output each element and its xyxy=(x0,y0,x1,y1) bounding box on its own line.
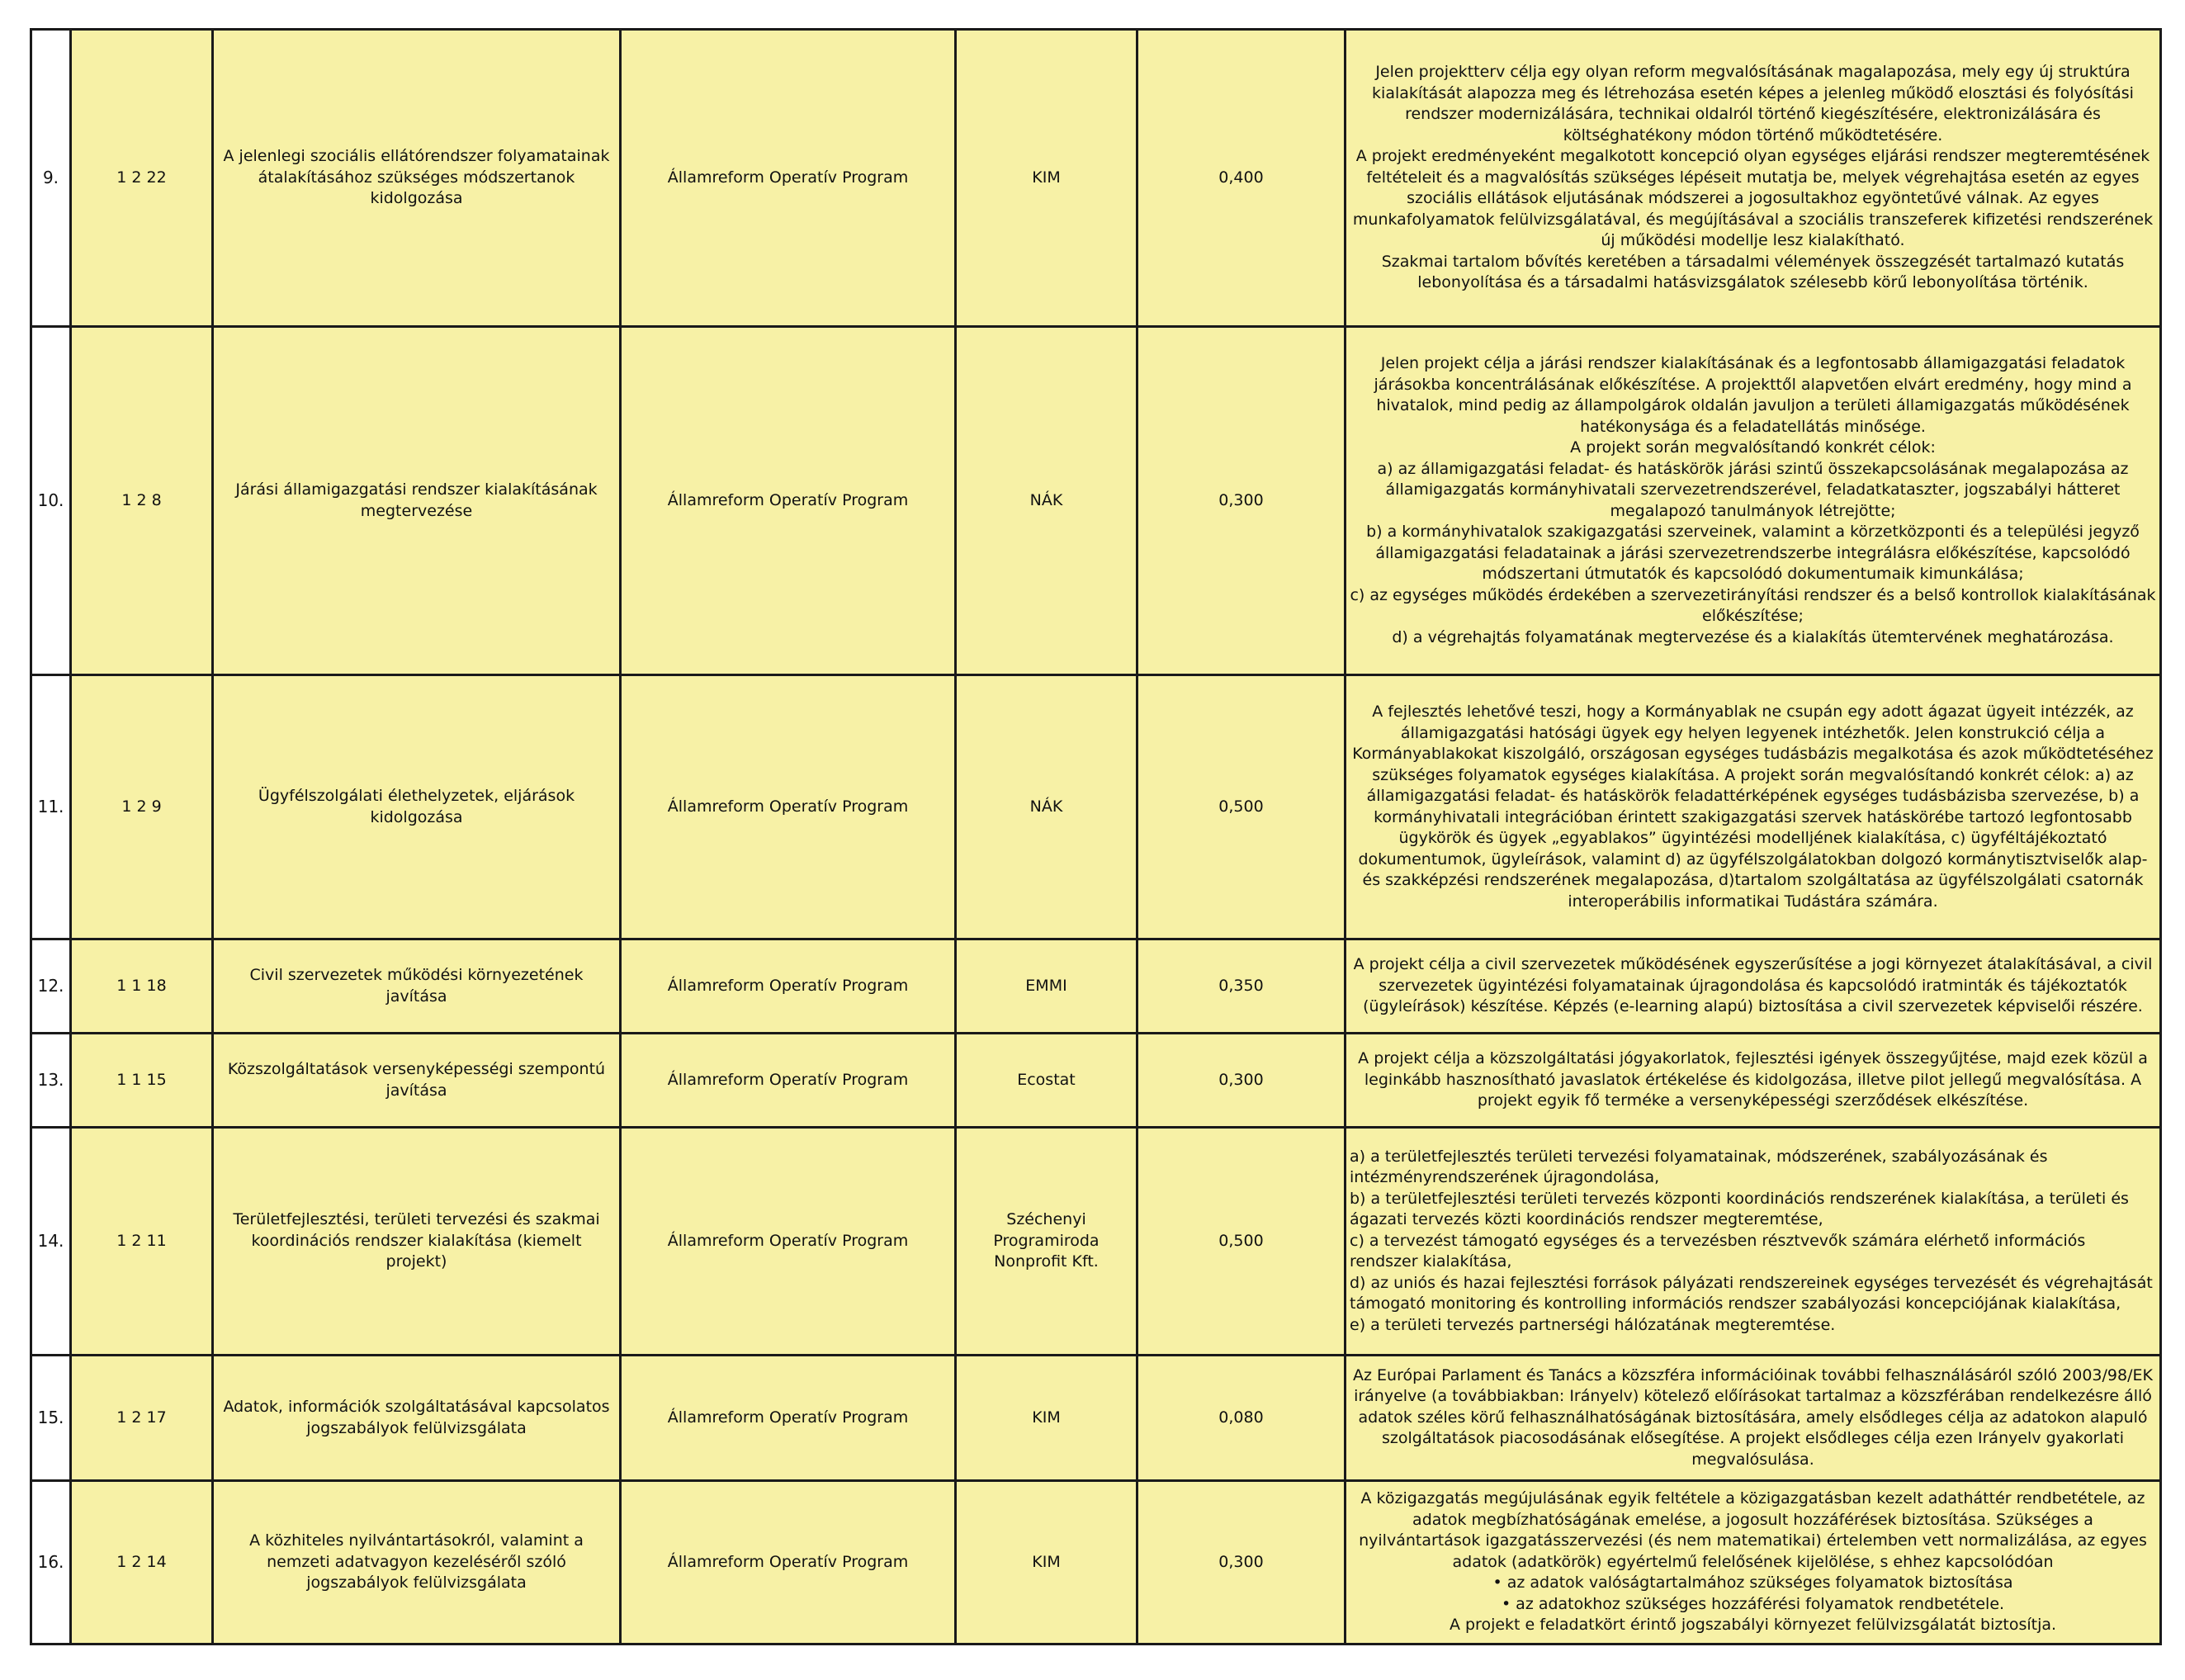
amount: 0,300 xyxy=(1137,327,1346,675)
table-row xyxy=(31,1481,2161,1645)
table-row xyxy=(31,675,2161,939)
project-description: Jelen projektterv célja egy olyan reform megvalósításának magalapozása, mely egy új struktúra kialakítását alapozza meg és létrehozása esetén képes a jelenleg működő elosztási és folyósítási rendszer modernizálására, technikai oldalról történő kiegészítésére, elektronizálására és költséghatékony módon történő működtetésére. A projekt eredményeként megalkotott koncepció olyan egységes eljárási rendszer megteremtésének feltételeit és a magvalósítás szükséges lépéseit mutatja be, melyek végrehajtása esetén az egyes szociális ellátások eljutásának módszerei a jogosultakhoz egyöntetűvé válnak. Az egyes munkafolyamatok felülvizsgálatával, és megújításával a szociális transzeferek kifizetési rendszerének új működési modellje lesz kialakítható. Szakmai tartalom bővítés keretében a társadalmi vélemények összegzését tartalmazó kutatás lebonyolítása és a társadalmi hatásvizsgálatok szélesebb körű lebonyolítása történik. xyxy=(1346,30,2161,327)
table-row xyxy=(31,939,2161,1034)
row-number: 11. xyxy=(31,675,71,939)
responsible-org: NÁK xyxy=(956,327,1137,675)
project-description: A projekt célja a civil szervezetek működésének egyszerűsítése a jogi környezet átalakításával, a civil szervezetek ügyintézési folyamatainak újragondolása és kapcsolódó iratminták és tájékoztatók (ügyleírások) készítése. Képzés (e-learning alapú) biztosítása a civil szervezetek képviselői részére. xyxy=(1346,939,2161,1034)
program-name: Államreform Operatív Program xyxy=(621,675,956,939)
row-number: 9. xyxy=(31,30,71,327)
row-number: 15. xyxy=(31,1356,71,1481)
projects-table xyxy=(30,28,2162,1645)
table-row xyxy=(31,30,2161,327)
project-code: 1 1 15 xyxy=(71,1034,213,1128)
project-code: 1 2 14 xyxy=(71,1481,213,1645)
project-description: a) a területfejlesztés területi tervezési folyamatainak, módszerének, szabályozásának és intézményrendszerének újragondolása, b) a területfejlesztési területi tervezés központi koordinációs rendszerének kialakítása, a területi és ágazati tervezés közti koordinációs rendszer megteremtése, c) a tervezést támogató egységes és a tervezésben résztvevők számára elérhető információs rendszer kialakítása, d) az uniós és hazai fejlesztési források pályázati rendszereinek egységes tervezését és végrehajtását támogató monitoring és kontrolling információs rendszer szabályozási koncepciójának kialakítása, e) a területi tervezés partnerségi hálózatának megteremtése. xyxy=(1346,1128,2161,1356)
row-number: 10. xyxy=(31,327,71,675)
project-code: 1 2 8 xyxy=(71,327,213,675)
responsible-org: KIM xyxy=(956,1481,1137,1645)
amount: 0,080 xyxy=(1137,1356,1346,1481)
program-name: Államreform Operatív Program xyxy=(621,1034,956,1128)
amount: 0,350 xyxy=(1137,939,1346,1034)
project-code: 1 2 22 xyxy=(71,30,213,327)
amount: 0,400 xyxy=(1137,30,1346,327)
project-description: Az Európai Parlament és Tanács a közszféra információinak további felhasználásáról szóló 2003/98/EK irányelve (a továbbiakban: Irányelv) kötelező előírásokat tartalmaz a közszférában rendelkezésre álló adatok széles körű felhasználhatóságának biztosítására, amely elsődleges célja az adatokon alapuló szolgáltatások piacosodásának elősegítése. A projekt elsődleges célja ezen Irányelv gyakorlati megvalósulása. xyxy=(1346,1356,2161,1481)
responsible-org: KIM xyxy=(956,30,1137,327)
row-number: 14. xyxy=(31,1128,71,1356)
program-name: Államreform Operatív Program xyxy=(621,1128,956,1356)
responsible-org: KIM xyxy=(956,1356,1137,1481)
amount: 0,500 xyxy=(1137,675,1346,939)
project-code: 1 2 17 xyxy=(71,1356,213,1481)
amount: 0,300 xyxy=(1137,1034,1346,1128)
program-name: Államreform Operatív Program xyxy=(621,939,956,1034)
project-title: Járási államigazgatási rendszer kialakításának megtervezése xyxy=(213,327,621,675)
project-description: A fejlesztés lehetővé teszi, hogy a Kormányablak ne csupán egy adott ágazat ügyeit intézzék, az államigazgatási hatósági ügyek egy helyen legyenek intézhetők. Jelen konstrukció célja a Kormányablakokat kiszolgáló, országosan egységes tudásbázis megalkotása és azok működtetéséhez szükséges folyamatok egységes kialakítása. A projekt során megvalósítandó konkrét célok: a) az államigazgatási feladat- és hatáskörök feladattérképének egységes tudásbázisba szervezése, b) a kormányhivatali integrációban érintett szakigazgatási szervek hatáskörébe tartozó legfontosabb ügykörök és ügyek „egyablakos” ügyintézési modelljének kialakítása, c) ügyféltájékoztató dokumentumok, ügyleírások, valamint d) az ügyfélszolgálatokban dolgozó kormánytisztviselők alap- és szakképzési rendszerének megalapozása, d)tartalom szolgáltatása az ügyfélszolgálati csatornák interoperábilis informatikai Tudástára számára. xyxy=(1346,675,2161,939)
project-code: 1 1 18 xyxy=(71,939,213,1034)
table-row xyxy=(31,1034,2161,1128)
program-name: Államreform Operatív Program xyxy=(621,1356,956,1481)
table-row xyxy=(31,327,2161,675)
responsible-org: EMMI xyxy=(956,939,1137,1034)
responsible-org: Széchenyi Programiroda Nonprofit Kft. xyxy=(956,1128,1137,1356)
project-description: A projekt célja a közszolgáltatási jógyakorlatok, fejlesztési igények összegyűjtése, majd ezek közül a leginkább hasznosítható javaslatok értékelése és kidolgozása, illetve pilot jellegű megvalósítása. A projekt egyik fő terméke a versenyképességi szerződések elkészítése. xyxy=(1346,1034,2161,1128)
project-title: Ügyfélszolgálati élethelyzetek, eljárások kidolgozása xyxy=(213,675,621,939)
project-title: Civil szervezetek működési környezetének javítása xyxy=(213,939,621,1034)
project-title: Adatok, információk szolgáltatásával kapcsolatos jogszabályok felülvizsgálata xyxy=(213,1356,621,1481)
project-description: Jelen projekt célja a járási rendszer kialakításának és a legfontosabb államigazgatási feladatok járásokba koncentrálásának előkészítése. A projekttől alapvetően elvárt eredmény, hogy mind a hivatalok, mind pedig az állampolgárok oldalán javuljon a területi államigazgatás működésének hatékonysága és a feladatellátás minősége. A projekt során megvalósítandó konkrét célok: a) az államigazgatási feladat- és hatáskörök járási szintű összekapcsolásának megalapozása az államigazgatás kormányhivatali szervezetrendszerével, feladatkataszter, jogszabályi hátteret megalapozó tanulmányok létrejötte; b) a kormányhivatalok szakigazgatási szerveinek, valamint a körzetközponti és a települési jegyző államigazgatási feladatainak a járási szervezetrendszerbe integrálásra előkészítése, kapcsolódó módszertani útmutatók és kapcsolódó dokumentumaik kimunkálása; c) az egységes működés érdekében a szervezetirányítási rendszer és a belső kontrollok kialakításának előkészítése; d) a végrehajtás folyamatának megtervezése és a kialakítás ütemtervének meghatározása. xyxy=(1346,327,2161,675)
program-name: Államreform Operatív Program xyxy=(621,30,956,327)
project-title: A jelenlegi szociális ellátórendszer folyamatainak átalakításához szükséges módszertanok kidolgozása xyxy=(213,30,621,327)
row-number: 13. xyxy=(31,1034,71,1128)
responsible-org: Ecostat xyxy=(956,1034,1137,1128)
program-name: Államreform Operatív Program xyxy=(621,327,956,675)
project-code: 1 2 9 xyxy=(71,675,213,939)
project-title: Területfejlesztési, területi tervezési és szakmai koordinációs rendszer kialakítása (kiemelt projekt) xyxy=(213,1128,621,1356)
project-code: 1 2 11 xyxy=(71,1128,213,1356)
project-title: Közszolgáltatások versenyképességi szempontú javítása xyxy=(213,1034,621,1128)
project-description: A közigazgatás megújulásának egyik feltétele a közigazgatásban kezelt adatháttér rendbetétele, az adatok megbízhatóságának emelése, a jogosult hozzáférések biztosítása. Szükséges a nyilvántartások igazgatásszervezési (és nem matematikai) értelemben vett normalizálása, az egyes adatok (adatkörök) egyértelmű felelősének kijelölése, s ehhez kapcsolódóan • az adatok valóságtartalmához szükséges folyamatok biztosítása • az adatokhoz szükséges hozzáférési folyamatok rendbetétele. A projekt e feladatkört érintő jogszabályi környezet felülvizsgálatát biztosítja. xyxy=(1346,1481,2161,1645)
row-number: 16. xyxy=(31,1481,71,1645)
amount: 0,300 xyxy=(1137,1481,1346,1645)
table-row xyxy=(31,1356,2161,1481)
amount: 0,500 xyxy=(1137,1128,1346,1356)
program-name: Államreform Operatív Program xyxy=(621,1481,956,1645)
row-number: 12. xyxy=(31,939,71,1034)
responsible-org: NÁK xyxy=(956,675,1137,939)
table-row xyxy=(31,1128,2161,1356)
project-title: A közhiteles nyilvántartásokról, valamint a nemzeti adatvagyon kezeléséről szóló jogszabályok felülvizsgálata xyxy=(213,1481,621,1645)
